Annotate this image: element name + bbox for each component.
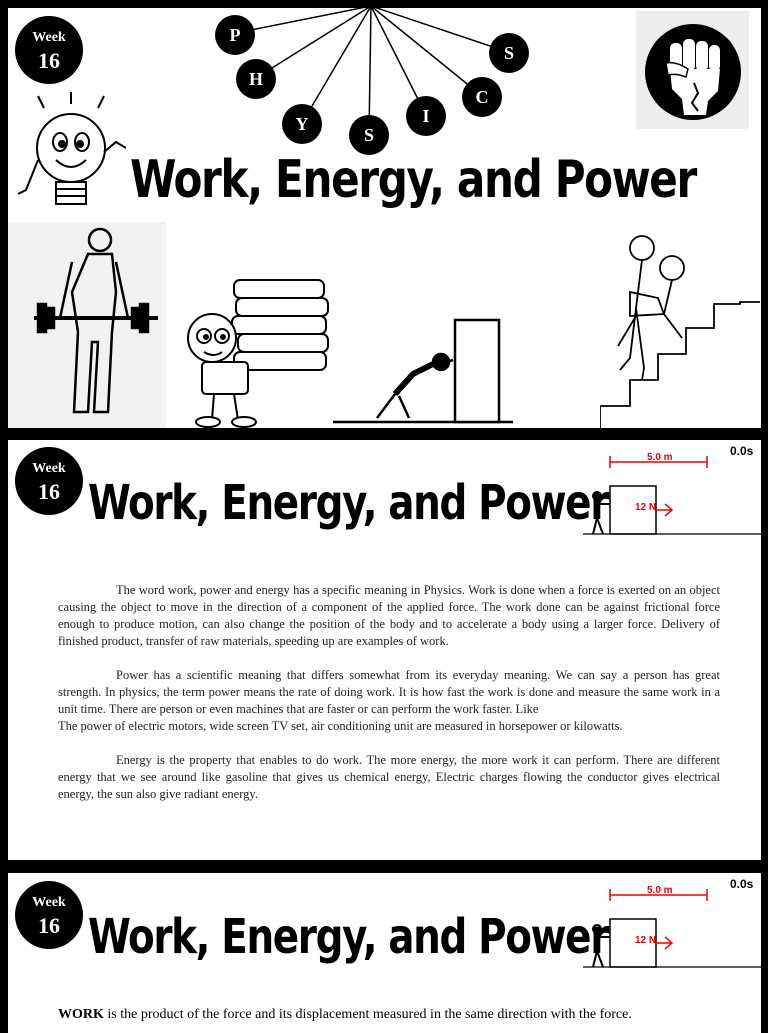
week-label: Week	[32, 30, 66, 45]
physics-letter-y: Y	[282, 104, 322, 144]
paragraph-power-units: The power of electric motors, wide screen TV set, air conditioning unit are measured in horsepower or kilowatts.	[58, 719, 623, 733]
stairs-carrying-illustration	[600, 228, 760, 428]
physics-letter-c: C	[462, 77, 502, 117]
physics-letter-s: S	[349, 115, 389, 155]
lightbulb-icon	[16, 90, 126, 220]
time-label: 0.0s	[730, 444, 754, 458]
week-label: Week	[32, 895, 66, 910]
distance-label: 5.0 m	[647, 452, 673, 463]
work-animation	[583, 440, 761, 540]
work-definition-text: is the product of the force and its displacement measured in the same direction with the force.	[103, 1007, 632, 1022]
physics-letter-p: P	[215, 15, 255, 55]
force-label: 12 N	[635, 935, 657, 946]
slide-2	[8, 440, 761, 860]
physics-letter-s2: S	[489, 33, 529, 73]
page-title: Work, Energy, and Power	[130, 150, 696, 210]
paragraph-work: The word work, power and energy has a specific meaning in Physics. Work is done when a force is exerted on an object causing the object to move in the direction of a component of the applied force. The work done can be against frictional force enough to produce motion, can also change the position of the body and to accelerate a body using a larger force. Delivery of finished product, transfer of raw materials, speeding up are examples of work.	[58, 583, 720, 648]
week-number: 16	[38, 913, 60, 938]
weightlifter-illustration	[8, 222, 166, 428]
page-title: Work, Energy, and Power	[88, 909, 609, 965]
page-title: Work, Energy, and Power	[88, 475, 609, 531]
slide-1	[8, 8, 761, 428]
physics-letter-h: H	[236, 59, 276, 99]
body-text	[58, 582, 720, 820]
force-label: 12 N	[635, 502, 657, 513]
week-badge	[15, 881, 83, 949]
distance-label: 5.0 m	[647, 885, 673, 896]
pushing-box-illustration	[333, 308, 513, 428]
week-number: 16	[38, 479, 60, 504]
paragraph-power: Power has a scientific meaning that differs somewhat from its everyday meaning. We can say a person has great strength. In physics, the term power means the rate of doing work. It is how fast the work is done and measure the same work in a unit time. There are person or even machines that are faster or can perform the work faster. Like	[58, 668, 720, 716]
week-number: 16	[38, 48, 60, 73]
work-definition	[58, 1007, 758, 1023]
fist-icon	[636, 11, 749, 129]
week-badge	[15, 447, 83, 515]
physics-letter-i: I	[406, 96, 446, 136]
time-label: 0.0s	[730, 877, 754, 891]
fist-icon-box	[636, 11, 749, 129]
week-label: Week	[32, 461, 66, 476]
paragraph-energy: Energy is the property that enables to do work. The more energy, the more work it can perform. There are different energy that we see around like gasoline that gives us chemical energy, Electric charges flowing the conductor gives electrical energy, the sun also give radiant energy.	[58, 753, 720, 801]
work-term: WORK	[58, 1007, 104, 1022]
slide-3	[8, 873, 761, 1033]
work-animation	[583, 873, 761, 973]
boy-with-books-illustration	[176, 260, 336, 428]
